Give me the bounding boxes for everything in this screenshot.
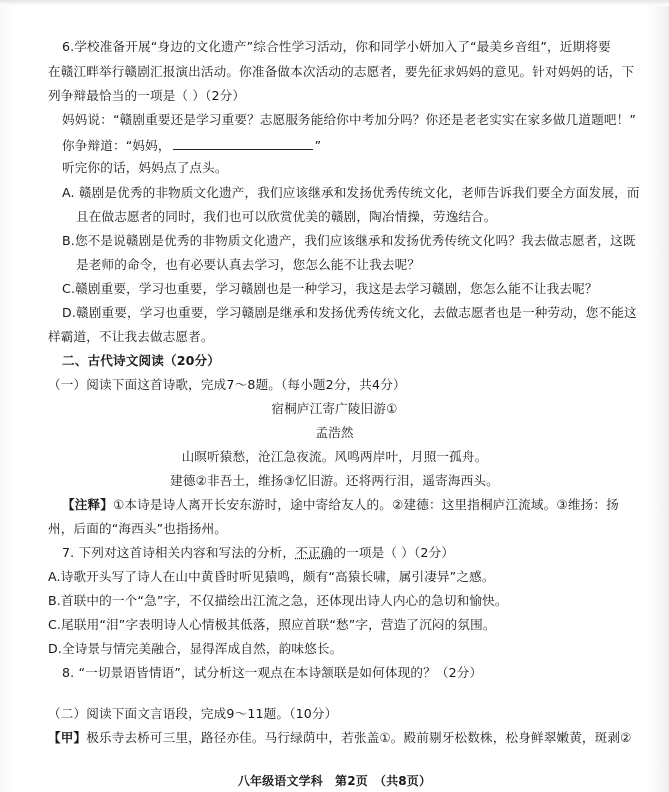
page-footer: 八年级语文学科 第2页 （共8页） [237,774,432,788]
subsection-1-heading: （一）阅读下面这首诗歌，完成7～8题。（每小题2分，共4分） [48,377,406,392]
q7-stem-prefix: 7. 下列对这首诗相关内容和写法的分析， [62,545,296,560]
q6-line-2: 在赣江畔举行赣剧汇报演出活动。你准备做本次活动的志愿者，要先征求妈妈的意见。针对妈妈的话，下 [48,64,635,79]
q7-option-c: C.尾联用“泪”字表明诗人心情极其低落，照应首联“愁”字，营造了沉闷的氛围。 [48,617,496,632]
section-heading: 二、古代诗文阅读（20分） [62,353,221,368]
q6-argue-suffix: ” [314,138,322,153]
q6-option-a-1: A. 赣剧是优秀的非物质文化遗产，我们应该继承和发扬优秀传统文化，老师告诉我们要全方面发展，而 [62,185,640,200]
poem-title: 宿桐庐江寄广陵旧游① [271,401,398,416]
poem-notes-2: 州，后面的“海西头”也指扬州。 [48,521,228,536]
note-label: 【注释】 [62,497,113,512]
poem-line-1: 山暝听猿愁，沧江急夜流。风鸣两岸叶，月照一孤舟。 [181,449,488,464]
poem-author: 孟浩然 [315,425,354,440]
scan-edge-shadow [0,0,669,6]
poem-notes-1 [62,497,619,513]
jia-passage-line [48,730,632,746]
subsection-2-heading: （二）阅读下面文言语段，完成9～11题。（10分） [48,706,338,721]
q6-option-d-1: D.赣剧重要，学习也重要，学习赣剧是继承和发扬优秀传统文化，去做志愿者也是一种劳动，您不能这 [62,305,637,320]
q6-line-1: 6.学校准备开展“身边的文化遗产”综合性学习活动，你和同学小妍加入了“最美乡音组”，近期将要 [62,39,611,54]
q7-stem-suffix: 的一项是（ ）（2分） [333,545,455,560]
q6-option-a-2: 且在做志愿者的同时，我们也可以欣赏优美的赣剧，陶冶情操，劳逸结合。 [76,209,497,224]
jia-text: 极乐寺去桥可三里，路径亦佳。马行绿荫中，若张盖①。殿前剔牙松数株，松身鲜翠嫩黄，斑剥② [86,730,632,745]
answer-blank[interactable] [173,137,313,150]
q6-nod: 听完你的话，妈妈点了点头。 [62,160,228,175]
q6-argue-prefix: 你争辩道：“妈妈， [62,138,171,153]
q7-option-a: A.诗歌开头写了诗人在山中黄昏时听见猿鸣，颇有“高猿长啸，属引凄异”之感。 [48,569,495,584]
poem-line-2: 建德②非吾土，维扬③忆旧游。还将两行泪，遥寄海西头。 [170,473,499,488]
q7-stem-emphasis: 不正确 [295,545,334,560]
q7-stem [62,545,454,561]
q6-option-b-1: B.您不是说赣剧是优秀的非物质文化遗产，我们应该继承和发扬优秀传统文化吗？我去做志愿者，这既 [62,233,636,248]
jia-label: 【甲】 [48,730,87,745]
q6-option-c: C.赣剧重要，学习也重要，学习赣剧也是一种学习，我这是去学习赣剧，您怎么能不让我去呢？ [62,281,598,296]
q7-option-d: D.全诗景与情完美融合，显得浑成自然，韵味悠长。 [48,641,343,656]
q6-mom-quote: 妈妈说：“赣剧重要还是学习重要？志愿服务能给你中考加分吗？你还是老老实实在家多做几道题吧！” [62,112,637,127]
q6-option-b-2: 是老师的命令，也有必要认真去学习，您怎么能不让我去呢？ [76,257,421,272]
q8-stem: 8. “一切景语皆情语”，试分析这一观点在本诗颔联是如何体现的？（2分） [62,665,483,680]
q6-argue-line [62,137,321,154]
q6-option-d-2: 样霸道，不让我去做志愿者。 [48,329,214,344]
note-text-1: ①本诗是诗人离开长安东游时，途中寄给友人的。②建德：这里指桐庐江流域。③维扬：扬 [112,497,619,512]
q6-line-3: 列争辩最恰当的一项是（ ）（2分） [48,88,246,103]
q7-option-b: B.首联中的一个“急”字，不仅描绘出江流之急，还体现出诗人内心的急切和愉快。 [48,593,508,608]
